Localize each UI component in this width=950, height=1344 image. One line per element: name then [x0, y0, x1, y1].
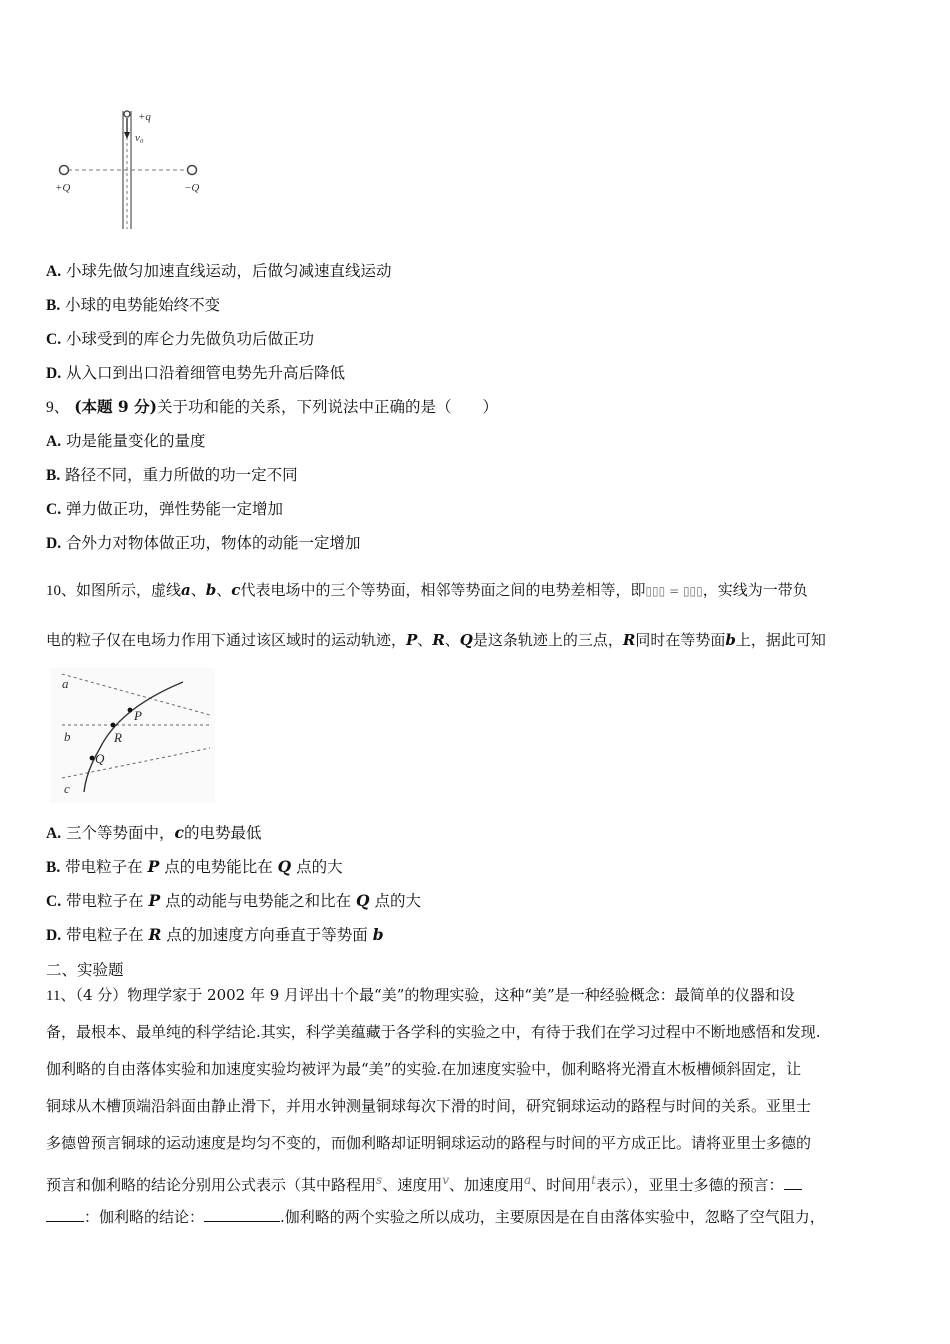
- q11-line-4: 铜球从木槽顶端沿斜面由静止滑下，并用水钟测量铜球每次下滑的时间，研究铜球运动的路程与时间的关系。亚里士: [46, 1097, 812, 1115]
- option-letter: D.: [46, 927, 62, 944]
- q10-stem-line2: [46, 630, 906, 650]
- option-text: 带电粒子在: [66, 926, 144, 944]
- var-v: v: [442, 1173, 449, 1187]
- option-letter: A.: [46, 433, 62, 450]
- section-title-experiment: 二、实验题: [46, 961, 124, 979]
- option-text: 功是能量变化的量度: [66, 432, 206, 450]
- symbol-R: R: [432, 631, 445, 649]
- stem-text: 电的粒子仅在电场力作用下通过该区域时的运动轨迹，: [46, 631, 407, 649]
- question-number: 11、: [46, 988, 76, 1004]
- option-letter: D.: [46, 365, 62, 382]
- question-tag: (本题 9 分): [74, 397, 157, 416]
- option-letter: D.: [46, 535, 62, 552]
- charge-q-ball: [124, 111, 130, 117]
- q11-line-2: 备，最根本、最单纯的科学结论.其实，科学美蕴藏于各学科的实验之中，有待于我们在学习过程中不断地感悟和发现.: [46, 1023, 821, 1041]
- equals-sign: =: [665, 584, 683, 598]
- option-symbol: b: [372, 925, 384, 944]
- option-text: 从入口到出口沿着细管电势先升高后降低: [66, 364, 346, 382]
- negative-charge: [188, 166, 197, 175]
- q11-line-1: [46, 985, 906, 1006]
- option-letter: A.: [46, 263, 62, 280]
- paragraph-text: 表示），亚里士多德的预言：: [596, 1176, 784, 1194]
- q9-option-a: [46, 431, 906, 452]
- point-Q: [90, 756, 95, 761]
- var-s: s: [376, 1173, 383, 1187]
- option-text: 合外力对物体做正功，物体的动能一定增加: [66, 534, 361, 552]
- option-letter: B.: [46, 859, 61, 876]
- label-R: R: [114, 730, 122, 745]
- option-text: 点的大: [374, 892, 421, 910]
- option-text: 小球受到的库仑力先做负功后做正功: [66, 330, 315, 348]
- question-stem: 关于功和能的关系，下列说法中正确的是（ ）: [156, 398, 498, 416]
- stem-text: 是这条轨迹上的三点，: [472, 631, 623, 649]
- answer-blank-2[interactable]: [204, 1207, 280, 1222]
- option-text: 小球的电势能始终不变: [65, 296, 221, 314]
- q10-option-a: [46, 823, 906, 844]
- option-text: 带电粒子在: [66, 892, 144, 910]
- option-text: 小球先做匀加速直线运动，后做匀减速直线运动: [66, 262, 392, 280]
- point-R: [111, 723, 116, 728]
- sep: 、: [417, 631, 433, 649]
- sep: 、: [216, 581, 232, 599]
- option-text: 弹力做正功，弹性势能一定增加: [66, 500, 284, 518]
- question-number: 9、: [46, 399, 70, 416]
- q11-line-7: [46, 1207, 906, 1227]
- q8-option-c: [46, 329, 906, 350]
- label-minus-Q: −Q: [184, 182, 200, 194]
- symbol-R: R: [622, 631, 636, 649]
- symbol-b: b: [205, 581, 217, 599]
- q10-option-d: [46, 925, 906, 946]
- figure-q8: [50, 105, 220, 235]
- var-a: a: [524, 1173, 532, 1187]
- q8-option-d: [46, 363, 906, 384]
- label-v0: v₀: [135, 132, 144, 144]
- figure-q10: [50, 668, 215, 803]
- stem-text: 如图所示，虚线: [76, 581, 182, 599]
- option-letter: A.: [46, 825, 62, 842]
- option-symbol: Q: [356, 891, 370, 910]
- point-P: [128, 708, 133, 713]
- q9-stem: [46, 397, 906, 418]
- symbol-b: b: [725, 631, 736, 649]
- positive-charge: [60, 166, 69, 175]
- q11-line-5: 多德曾预言铜球的运动速度是均匀不变的，而伽利略却证明铜球运动的路程与时间的平方成正比。请将亚里士多德的: [46, 1134, 812, 1152]
- q9-option-d: [46, 533, 906, 554]
- q10-option-b: [46, 857, 906, 878]
- symbol-Q: Q: [459, 631, 473, 649]
- stem-text: 上，据此可知: [735, 631, 826, 649]
- paragraph-text: .伽利略的两个实验之所以成功，主要原因是在自由落体实验中，忽略了空气阻力，: [280, 1208, 825, 1226]
- label-b: b: [64, 729, 71, 744]
- label-plus-q: +q: [138, 111, 151, 123]
- option-letter: B.: [46, 297, 61, 314]
- paragraph-text: 、加速度用: [448, 1176, 524, 1194]
- label-c: c: [64, 781, 70, 796]
- sep: 、: [190, 581, 206, 599]
- option-text: 的电势最低: [183, 824, 262, 842]
- q8-option-b: [46, 295, 906, 316]
- label-plus-Q: +Q: [55, 182, 71, 194]
- stem-text: 同时在等势面: [635, 631, 726, 649]
- label-P: P: [134, 708, 142, 723]
- option-symbol: P: [148, 891, 161, 910]
- q9-option-c: [46, 499, 906, 520]
- answer-blank-1b[interactable]: [46, 1207, 84, 1222]
- symbol-c: c: [231, 581, 241, 599]
- option-text: 点的加速度方向垂直于等势面: [166, 926, 368, 944]
- option-symbol: Q: [277, 857, 292, 876]
- option-text: 路径不同，重力所做的功一定不同: [65, 466, 298, 484]
- paragraph-text: 、时间用: [531, 1176, 592, 1194]
- q10-stem-line1: [46, 580, 906, 601]
- option-symbol: c: [174, 823, 184, 842]
- option-letter: C.: [46, 331, 62, 348]
- missing-formula-glyph: ▯▯▯: [682, 584, 703, 598]
- question-number: 10、: [46, 583, 77, 599]
- q9-option-b: [46, 465, 906, 486]
- option-text: 带电粒子在: [65, 858, 143, 876]
- paragraph-text: （4 分）物理学家于 2002 年 9 月评出十个最“美”的物理实验，这种“美”是一种经验概念：最简单的仪器和设: [75, 986, 795, 1004]
- symbol-P: P: [406, 631, 418, 649]
- q8-option-a: [46, 261, 906, 282]
- stem-text: ，实线为一带负: [702, 581, 808, 599]
- q11-line-6: [46, 1170, 906, 1195]
- option-letter: C.: [46, 893, 62, 910]
- paragraph-text: 、速度用: [382, 1176, 443, 1194]
- option-text: 点的动能与电势能之和比在: [165, 892, 352, 910]
- stem-text: 代表电场中的三个等势面，相邻等势面之间的电势差相等，即: [240, 581, 646, 599]
- option-text: 点的大: [296, 858, 343, 876]
- q10-option-c: [46, 891, 906, 912]
- option-symbol: P: [147, 857, 160, 876]
- option-letter: C.: [46, 501, 62, 518]
- symbol-a: a: [181, 581, 191, 599]
- missing-formula-glyph: ▯▯▯: [645, 584, 666, 598]
- paragraph-text: ：伽利略的结论：: [84, 1208, 205, 1226]
- q11-line-3: 伽利略的自由落体实验和加速度实验均被评为最“美”的实验.在加速度实验中，伽利略将光滑直木板槽倾斜固定，让: [46, 1060, 802, 1078]
- velocity-arrow-head: [124, 132, 130, 139]
- option-text: 三个等势面中，: [66, 824, 175, 842]
- var-t: t: [591, 1173, 596, 1187]
- label-a: a: [62, 676, 69, 691]
- option-letter: B.: [46, 467, 61, 484]
- paragraph-text: 预言和伽利略的结论分别用公式表示（其中路程用: [46, 1176, 377, 1194]
- label-Q: Q: [95, 751, 105, 766]
- option-symbol: R: [148, 925, 162, 944]
- sep: 、: [444, 631, 460, 649]
- answer-blank-1a[interactable]: [784, 1175, 802, 1190]
- option-text: 点的电势能比在: [164, 858, 273, 876]
